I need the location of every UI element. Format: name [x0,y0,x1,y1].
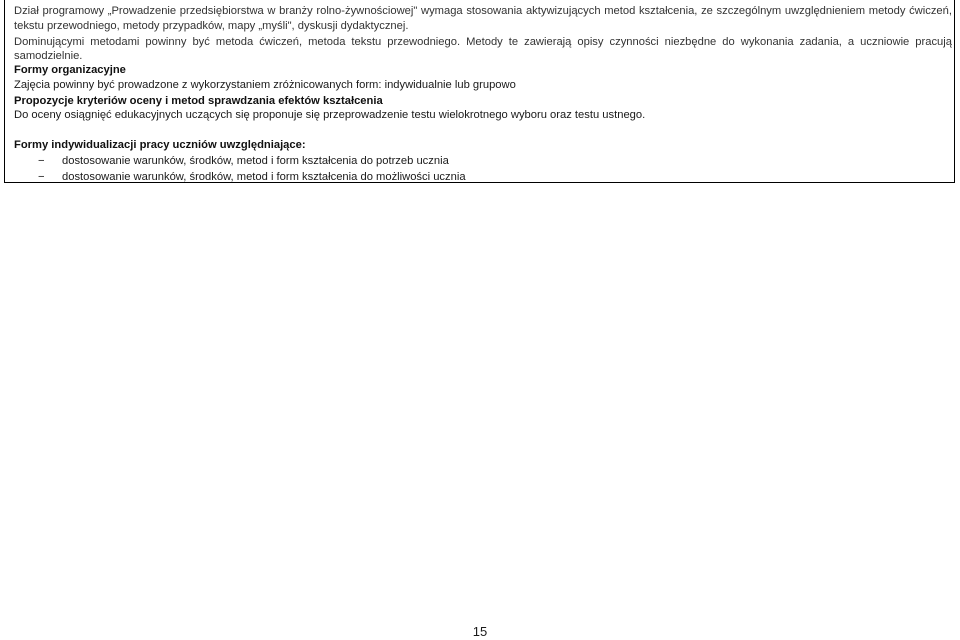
intro-line-2: tekstu przewodniego, metody przypadków, mapy „myśli", dyskusji dydaktycznej. [14,20,409,32]
assessment-heading: Propozycje kryteriów oceny i metod sprawdzania efektów kształcenia [14,95,383,107]
individualization-heading: Formy indywidualizacji pracy uczniów uwzględniające: [14,139,306,151]
assessment-text: Do oceny osiągnięć edukacyjnych uczących się proponuje się przeprowadzenie testu wielokrotnego wyboru oraz testu ustnego. [14,109,646,121]
page-number: 15 [472,624,488,639]
forms-heading: Formy organizacyjne [14,64,126,76]
list-item: dostosowanie warunków, środków, metod i form kształcenia do możliwości ucznia [62,171,466,183]
methods-line-2: samodzielnie. [14,50,83,62]
list-item: dostosowanie warunków, środków, metod i form kształcenia do potrzeb ucznia [62,155,449,167]
bullet-marker: − [38,171,45,183]
bullet-marker: − [38,155,45,167]
intro-line-1: Dział programowy „Prowadzenie przedsiębiorstwa w branży rolno-żywnościowej" wymaga stosowania aktywizujących metod kształcenia, ze szczególnym uwzględnieniem metody ćwiczeń, [14,5,952,17]
methods-line-1: Dominującymi metodami powinny być metoda ćwiczeń, metoda tekstu przewodniego. Metody te zawierają opisy czynności niezbędne do wykonania zadania, a uczniowie pracują [14,36,952,48]
forms-text: Zajęcia powinny być prowadzone z wykorzystaniem zróżnicowanych form: indywidualnie lub grupowo [14,79,516,91]
